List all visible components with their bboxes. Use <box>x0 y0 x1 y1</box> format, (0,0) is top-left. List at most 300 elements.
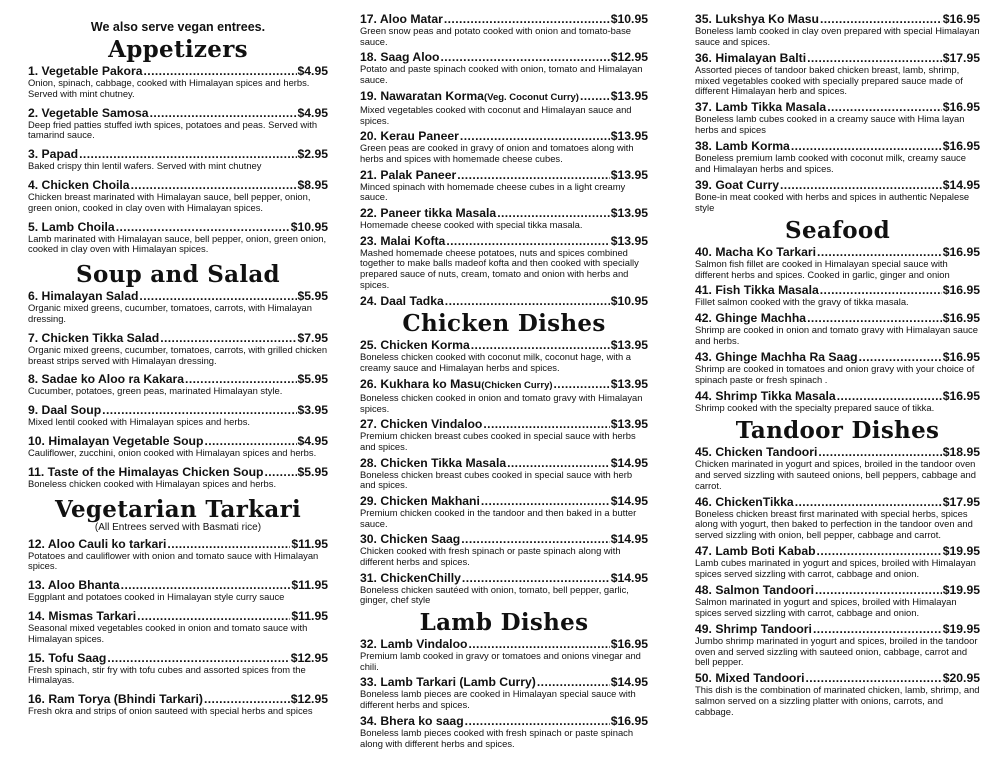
section-soup-and-salad <box>28 261 328 489</box>
menu-item-line <box>28 434 328 448</box>
menu-item-line <box>695 544 980 558</box>
menu-item-name-text: 14. Mismas Tarkari <box>28 608 137 623</box>
menu-item-line <box>360 234 648 248</box>
menu-item <box>695 139 980 175</box>
menu-item-price: $10.95 <box>290 219 328 234</box>
menu-item <box>360 168 648 204</box>
menu-item-price: $8.95 <box>297 177 328 192</box>
menu-item-price: $14.95 <box>610 493 648 508</box>
menu-item-price: $4.95 <box>297 105 328 120</box>
menu-item-name-text: 40. Macha Ko Tarkari <box>695 244 817 259</box>
dot-leader <box>791 139 942 153</box>
dot-leader <box>461 532 609 546</box>
section-title: Soup and Salad <box>76 261 280 289</box>
section-subtitle: (All Entrees served with Basmati rice) <box>94 521 262 533</box>
menu-item-description: Boneless lamb pieces are cooked in Himalayan special sauce with different herbs and spices. <box>360 688 636 711</box>
menu-item <box>360 12 648 48</box>
menu-item-name-text: 29. Chicken Makhani <box>360 493 480 508</box>
menu-item-name-text: 28. Chicken Tikka Masala <box>360 455 507 470</box>
menu-item-name <box>695 495 794 509</box>
menu-item-line <box>695 100 980 114</box>
menu-item-name-text: 8. Sadae ko Aloo ra Kakara <box>28 372 185 387</box>
menu-item-price: $13.95 <box>610 376 648 391</box>
menu-item-name <box>360 50 439 64</box>
menu-item-description: Jumbo shrimp marinated in yogurt and spices, broiled in the tandoor oven and served sizzling with sauteed onion, cabbage, carrot and bell pepper. <box>695 634 978 668</box>
menu-item-description: Lamb cubes marinated in yogurt and spices, broiled with Himalayan spices served sizzling with carrot, cabbage and onion. <box>695 557 976 579</box>
dot-leader <box>204 692 290 706</box>
menu-item-line <box>360 12 648 26</box>
menu-item-description: Green peas are cooked in gravy of onion and tomatoes along with herbs and spices with homemade cheese cubes. <box>360 142 634 164</box>
dot-leader <box>837 389 942 403</box>
section-appetizers <box>28 36 328 255</box>
menu-item <box>28 578 328 603</box>
menu-item-price: $5.95 <box>297 372 328 387</box>
menu-item-price: $13.95 <box>610 233 648 248</box>
menu-item-price: $16.95 <box>942 350 980 365</box>
menu-item-name <box>28 331 159 345</box>
menu-item-name-text: 10. Himalayan Vegetable Soup <box>28 433 204 448</box>
menu-item <box>360 294 648 308</box>
dot-leader <box>121 578 291 592</box>
menu-item-price: $14.95 <box>610 532 648 547</box>
menu-item-name <box>28 178 130 192</box>
menu-item-name-text: 45. Chicken Tandoori <box>695 445 818 460</box>
dot-leader <box>167 537 290 551</box>
menu-item-name <box>28 465 263 479</box>
menu-item-name <box>28 106 149 120</box>
menu-item-line <box>695 445 980 459</box>
menu-item-name <box>360 129 459 143</box>
menu-item <box>695 671 980 717</box>
menu-item-line <box>360 532 648 546</box>
menu-item-name-text: 20. Kerau Paneer <box>360 129 459 144</box>
dot-leader <box>131 178 297 192</box>
menu-item-price: $13.95 <box>610 205 648 220</box>
menu-item-name <box>28 372 184 386</box>
menu-item-price: $17.95 <box>942 494 980 509</box>
menu-item-description: Seasonal mixed vegetables cooked in onion and tomato sauce with Himalayan spices. <box>28 621 308 644</box>
menu-item-name <box>28 147 78 161</box>
menu-item-name-text: 16. Ram Torya (Bhindi Tarkari) <box>28 692 203 707</box>
section-lamb-dishes <box>360 609 648 749</box>
menu-item-line <box>28 578 328 592</box>
menu-item-name <box>360 494 480 508</box>
menu-item-line <box>695 350 980 364</box>
menu-item-name-text: 1. Vegetable Pakora <box>28 64 143 78</box>
dot-leader <box>102 403 296 417</box>
menu-item <box>695 178 980 214</box>
menu-item-description: Organic mixed greens, cucumber, tomatoes, carrots, with grilled chicken breast strips served with Himalayan dressing. <box>28 343 328 366</box>
section-title: Tandoor Dishes <box>735 417 940 445</box>
menu-item-name-text: 31. ChickenChilly <box>360 570 461 585</box>
menu-item-name-text: 47. Lamb Boti Kabab <box>695 544 816 559</box>
menu-item-price: $13.95 <box>610 129 648 144</box>
menu-item-line <box>695 12 980 26</box>
menu-item <box>28 289 328 325</box>
menu-column-3 <box>695 12 980 770</box>
menu-item-line <box>360 294 648 308</box>
menu-item-description: Fillet salmon cooked with the gravy of tikka masala. <box>695 296 909 308</box>
menu-item <box>695 100 980 136</box>
menu-item-description: Boneless lamb cooked in clay oven prepared with special Himalayan sauce and spices. <box>695 25 980 47</box>
menu-item-price: $19.95 <box>942 582 980 597</box>
menu-item-price: $16.95 <box>610 637 648 652</box>
menu-item <box>360 675 648 711</box>
menu-item-description: Assorted pieces of tandoor baked chicken breast, lamb, shrimp, mixed vegetables cooked with specially prepared sauce made of different Himalayan herb and spices. <box>695 63 963 97</box>
menu-item-line <box>695 245 980 259</box>
menu-item-description: Green snow peas and potato cooked with onion and tomato-base sauce. <box>360 25 632 47</box>
menu-item-price: $7.95 <box>297 330 328 345</box>
menu-item <box>28 220 328 256</box>
menu-item-price: $16.95 <box>942 283 980 298</box>
menu-item <box>695 245 980 281</box>
dot-leader <box>807 51 942 65</box>
menu-item <box>28 331 328 367</box>
menu-item-description: Boneless chicken cooked in onion and tomato gravy with Himalayan spices. <box>360 391 643 414</box>
menu-item-name <box>28 434 203 448</box>
menu-item-name <box>695 12 819 26</box>
menu-item-line <box>28 609 328 623</box>
menu-item-price: $12.95 <box>290 692 328 707</box>
menu-item-name-text: 48. Salmon Tandoori <box>695 582 814 597</box>
menu-item-line <box>360 571 648 585</box>
menu-item-description: Premium chicken cooked in the tandoor and then baked in a butter sauce. <box>360 506 637 529</box>
menu-item-description: Premium lamb cooked in gravy or tomatoes and onions vinegar and chili. <box>360 650 641 672</box>
menu-item-price: $12.95 <box>610 50 648 65</box>
menu-item-price: $20.95 <box>942 671 980 686</box>
menu-item <box>695 283 980 308</box>
menu-item-price: $5.95 <box>297 464 328 479</box>
menu-item-name-text: 11. Taste of the Himalayas Chicken Soup <box>28 464 264 479</box>
menu-item <box>360 637 648 673</box>
menu-item-name-text: 25. Chicken Korma <box>360 338 470 353</box>
dot-leader <box>185 372 296 386</box>
dot-leader <box>444 12 610 26</box>
menu-item-name-text: 9. Daal Soup <box>28 403 102 418</box>
menu-item-price: $2.95 <box>297 147 328 162</box>
menu-item-price: $10.95 <box>610 293 648 308</box>
menu-item-name-text: 44. Shrimp Tikka Masala <box>695 389 836 404</box>
menu-item <box>360 89 648 127</box>
menu-item-name <box>695 100 826 114</box>
menu-item-name-text: 35. Lukshya Ko Masu <box>695 12 819 26</box>
dot-leader <box>462 571 610 585</box>
menu-item-line <box>695 671 980 685</box>
menu-item-description: Boneless chicken sautéed with onion, tomato, bell pepper, garlic, ginger, chef style <box>360 583 629 606</box>
menu-item-name <box>360 168 456 182</box>
menu-item-name <box>695 311 806 325</box>
menu-item-line <box>360 129 648 143</box>
menu-item-name-text: 36. Himalayan Balti <box>695 50 807 65</box>
dot-leader <box>107 651 289 665</box>
menu-item-description: Cauliflower, zucchini, onion cooked with Himalayan spices and herbs. <box>28 446 317 458</box>
menu-item-price: $5.95 <box>297 289 328 304</box>
menu-item <box>695 495 980 541</box>
menu-item-price: $16.95 <box>942 389 980 404</box>
menu-item-name-text: 37. Lamb Tikka Masala <box>695 100 827 115</box>
menu-item <box>360 494 648 530</box>
menu-item-description: Lamb marinated with Himalayan sauce, bell pepper, onion, green onion, cooked in clay oven with Himalayan spices. <box>28 232 327 255</box>
menu-item-line <box>28 106 328 120</box>
menu-item-line <box>360 637 648 651</box>
menu-item-description: Chicken marinated in yogurt and spices, broiled in the tandoor oven and served sizzling with sauteed onions, bell peppers, cabbage and carrot. <box>695 458 976 491</box>
dot-leader <box>537 675 610 689</box>
menu-item <box>360 129 648 165</box>
dot-leader <box>160 331 296 345</box>
menu-item <box>28 147 328 172</box>
menu-item-price: $16.95 <box>942 100 980 115</box>
menu-item <box>695 51 980 97</box>
menu-item-price: $10.95 <box>610 12 648 26</box>
menu-item-name <box>695 583 814 597</box>
menu-item-line <box>360 494 648 508</box>
menu-item-description: Boneless chicken cooked with Himalayan spices and herbs. <box>28 477 277 489</box>
menu-item-name <box>360 377 553 393</box>
section-tandoor-dishes <box>695 417 980 718</box>
dot-leader <box>795 495 942 509</box>
menu-item <box>28 64 328 100</box>
menu-item-line <box>360 417 648 431</box>
menu-item-description: Fresh okra and strips of onion sauteed with special herbs and spices <box>28 705 313 717</box>
menu-item <box>360 377 648 415</box>
menu-item-name <box>360 206 496 220</box>
menu-item-name <box>360 637 467 651</box>
menu-item-description: Minced spinach with homemade cheese cubes in a light creamy sauce. <box>360 180 626 203</box>
menu-item-name-text: 32. Lamb Vindaloo <box>360 637 468 652</box>
menu-item <box>360 532 648 568</box>
menu-item-description: Potatoes and cauliflower with onion and tomato sauce with Himalayan spices. <box>28 549 319 572</box>
menu-item-price: $4.95 <box>297 433 328 448</box>
menu-item-price: $18.95 <box>942 445 980 460</box>
vegan-note: We also serve vegan entrees. <box>90 20 266 34</box>
menu-item-price: $11.95 <box>291 608 328 623</box>
menu-item-description: Shrimp are cooked in tomatoes and onion gravy with your choice of spinach paste or fresh spinach . <box>695 363 975 386</box>
dot-leader <box>457 168 610 182</box>
dot-leader <box>440 50 609 64</box>
menu-item-name <box>360 532 460 546</box>
menu-item-line <box>28 692 328 706</box>
menu-item-name <box>695 245 816 259</box>
menu-item-line <box>28 537 328 551</box>
menu-item <box>695 622 980 668</box>
dot-leader <box>460 129 610 143</box>
dot-leader <box>116 220 290 234</box>
menu-item-price: $16.95 <box>942 244 980 259</box>
dot-leader <box>150 106 297 120</box>
menu-item-tag: (Veg. Coconut Curry) <box>483 91 579 103</box>
menu-item-name <box>28 403 101 417</box>
menu-item-line <box>28 651 328 665</box>
menu-item-name-text: 2. Vegetable Samosa <box>28 105 149 120</box>
menu-item-line <box>360 206 648 220</box>
menu-item-name <box>28 64 143 78</box>
section-title: Appetizers <box>108 36 248 63</box>
section-continued <box>695 12 980 214</box>
menu-item-description: Eggplant and potatoes cooked in Himalayan style curry sauce <box>28 591 285 603</box>
menu-item-description: Shrimp are cooked in onion and tomato gravy with Himalayan sauce and herbs. <box>695 324 978 347</box>
menu-item <box>360 714 648 750</box>
menu-item-description: Mixed lentil cooked with Himalayan spices and herbs. <box>28 416 250 428</box>
dot-leader <box>817 544 942 558</box>
section-continued <box>360 12 648 308</box>
menu-item-name-text: 33. Lamb Tarkari (Lamb Curry) <box>360 675 536 690</box>
menu-item-name-text: 43. Ghinge Machha Ra Saag <box>695 350 858 365</box>
menu-item-price: $13.95 <box>610 417 648 432</box>
menu-item-description: Boneless chicken cooked with coconut milk, coconut hage, with a creamy sauce and Himalayan herbs and spices. <box>360 351 631 374</box>
menu-item-name <box>695 389 836 403</box>
menu-item-name <box>28 289 138 303</box>
menu-item <box>28 609 328 645</box>
menu-item-description: Boneless lamb cubes cooked in a creamy sauce with Hima layan herbs and spices <box>695 113 965 136</box>
menu-item-tag: (Chicken Curry) <box>481 379 553 391</box>
menu-item <box>28 434 328 459</box>
menu-item-price: $3.95 <box>297 403 328 418</box>
menu-item-name-text: 6. Himalayan Salad <box>28 289 139 304</box>
menu-item-line <box>360 338 648 352</box>
dot-leader <box>807 311 942 325</box>
dot-leader <box>815 583 942 597</box>
menu-item-price: $13.95 <box>610 338 648 353</box>
menu-item <box>695 12 980 48</box>
menu-item <box>28 372 328 397</box>
dot-leader <box>507 456 610 470</box>
menu-item-line <box>28 465 328 479</box>
dot-leader <box>144 64 297 78</box>
menu-item <box>360 456 648 492</box>
menu-item <box>695 389 980 414</box>
menu-item-price: $13.95 <box>610 167 648 182</box>
menu-item-description: Boneless premium lamb cooked with coconut milk, creamy sauce and Himalayan herbs and spices. <box>695 152 966 174</box>
menu-item-name <box>695 139 790 153</box>
menu-item-price: $14.95 <box>610 455 648 470</box>
menu-item-description: Boneless chicken breast cubes cooked in special sauce with herb and spices. <box>360 468 633 491</box>
menu-item-name-text: 15. Tofu Saag <box>28 650 107 665</box>
menu-item-line <box>695 495 980 509</box>
menu-item-price: $17.95 <box>942 50 980 65</box>
menu-item <box>695 445 980 491</box>
menu-item-price: $4.95 <box>297 64 328 78</box>
menu-item-line <box>695 583 980 597</box>
menu-item-description: Salmon fish fillet are cooked in Himalayan special sauce with different herbs and spices. Cooked in garlic, ginger and onion <box>695 257 950 280</box>
menu-item-line <box>695 311 980 325</box>
menu-item-name-text: 30. Chicken Saag <box>360 532 461 547</box>
menu-item-line <box>28 147 328 161</box>
menu-item-name-text: 7. Chicken Tikka Salad <box>28 330 160 345</box>
dot-leader <box>859 350 942 364</box>
menu-column-1 <box>28 12 328 770</box>
menu-item-description: Homemade cheese cooked with special tikka masala. <box>360 218 583 230</box>
menu-item-name-text: 23. Malai Kofta <box>360 233 446 248</box>
menu-item-name <box>360 714 464 728</box>
dot-leader <box>805 671 941 685</box>
dot-leader <box>827 100 942 114</box>
menu-item <box>28 403 328 428</box>
menu-item-name-text: 5. Lamb Choila <box>28 219 115 234</box>
menu-item-name-text: 27. Chicken Vindaloo <box>360 417 483 432</box>
menu-item-name-text: 13. Aloo Bhanta <box>28 578 120 593</box>
menu-item-name <box>695 283 819 297</box>
menu-item <box>28 178 328 214</box>
section-seafood <box>695 217 980 414</box>
menu-item-name <box>360 234 445 248</box>
menu-item-description: Fresh spinach, stir fry with tofu cubes and assorted spices from the Himalayas. <box>28 663 306 686</box>
menu-item-name-text: 24. Daal Tadka <box>360 293 444 308</box>
menu-item-line <box>360 714 648 728</box>
dot-leader <box>820 12 942 26</box>
menu-item-name-text: 21. Palak Paneer <box>360 167 457 182</box>
dot-leader <box>204 434 296 448</box>
menu-item-name-text: 4. Chicken Choila <box>28 177 130 192</box>
menu-item <box>360 338 648 374</box>
menu-item-name <box>28 537 166 551</box>
dot-leader <box>820 283 942 297</box>
menu-item-name-text: 19. Nawaratan Korma <box>360 88 484 103</box>
menu-item-line <box>360 50 648 64</box>
dot-leader <box>465 714 610 728</box>
menu-item-name <box>360 12 443 26</box>
menu-item-name <box>695 622 812 636</box>
menu-item-name-text: 3. Papad <box>28 147 79 162</box>
menu-item-line <box>695 389 980 403</box>
menu-item-name-text: 18. Saag Aloo <box>360 50 440 65</box>
section-chicken-dishes <box>360 310 648 606</box>
menu-item-line <box>695 283 980 297</box>
menu-item-name <box>695 445 817 459</box>
menu-item-description: Boneless lamb pieces cooked with fresh spinach or paste spinach along with different herbs and spices. <box>360 726 634 749</box>
menu-item-name <box>360 675 536 689</box>
menu-item-description: Salmon marinated in yogurt and spices, broiled with Himalayan spices served sizzling with carrot, cabbage and onion. <box>695 595 957 618</box>
menu-item-price: $11.95 <box>291 536 328 551</box>
menu-item-name <box>360 89 579 105</box>
menu-item-line <box>28 64 328 78</box>
menu-item-name <box>28 220 115 234</box>
menu-item-name <box>360 417 482 431</box>
dot-leader <box>483 417 609 431</box>
menu-item-name <box>28 578 120 592</box>
menu-item-description: Potato and paste spinach cooked with onion, tomato and Himalayan sauce. <box>360 63 643 86</box>
menu-item <box>360 417 648 453</box>
menu-item-name-text: 39. Goat Curry <box>695 177 779 192</box>
menu-item-name <box>360 571 461 585</box>
dot-leader <box>818 445 941 459</box>
menu-item-description: Premium chicken breast cubes cooked in special sauce with herbs and spices. <box>360 430 636 452</box>
menu-item-name-text: 46. ChickenTikka <box>695 494 794 509</box>
menu-item-line <box>28 331 328 345</box>
dot-leader <box>813 622 942 636</box>
menu-item-description: Deep fried patties stuffed iwth spices, potatoes and peas. Served with tamarind sauce. <box>28 118 318 141</box>
section-vegetarian-tarkari <box>28 496 328 717</box>
menu-item-name <box>695 544 816 558</box>
menu-item-price: $14.95 <box>610 570 648 585</box>
menu-item-name-text: 42. Ghinge Machha <box>695 311 807 326</box>
dot-leader <box>445 294 610 308</box>
menu-item-line <box>360 456 648 470</box>
menu-item <box>28 106 328 142</box>
menu-item-description: Chicken breast marinated with Himalayan sauce, bell pepper, onion, green onion, cooked in clay oven with Himalayan spices. <box>28 190 311 213</box>
menu-item-name <box>360 338 470 352</box>
menu-item-line <box>28 372 328 386</box>
dot-leader <box>137 609 290 623</box>
menu-item-name-text: 50. Mixed Tandoori <box>695 671 805 686</box>
menu-item-line <box>695 178 980 192</box>
menu-item-price: $13.95 <box>610 88 648 103</box>
menu-item-name-text: 34. Bhera ko saag <box>360 713 464 728</box>
dot-leader <box>79 147 296 161</box>
dot-leader <box>468 637 609 651</box>
menu-item-name <box>360 456 506 470</box>
dot-leader <box>580 89 610 103</box>
menu-item-price: $11.95 <box>291 578 328 593</box>
